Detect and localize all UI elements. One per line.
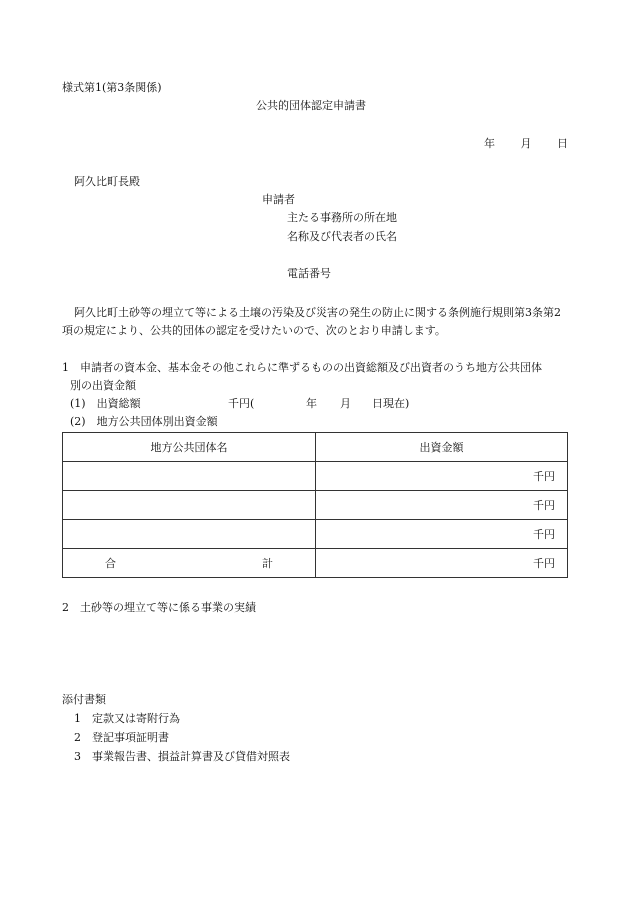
section2-heading: 2 土砂等の埋立て等に係る事業の実績 [62,601,256,614]
date-line [484,137,568,151]
table-cell-amount: 千円 [316,462,568,491]
table-total-label-cell [63,549,316,578]
header-investment-amount: 出資金額 [316,433,568,462]
investment-table [62,432,568,578]
addressee: 阿久比町長殿 [74,175,140,188]
item1-day: 日現在) [372,397,410,410]
applicant-label: 申請者 [262,193,295,206]
attachment-item: 1 定款又は寄附行為 [74,712,180,725]
applicant-office-address: 主たる事務所の所在地 [287,211,397,224]
total-label-right: 計 [262,557,273,570]
document-title: 公共的団体認定申請書 [256,99,366,112]
item1-year: 年 [306,397,317,410]
table-cell-name [63,462,316,491]
date-year: 年 [484,137,495,150]
section1-heading-cont: 別の出資金額 [70,379,136,392]
date-day: 日 [557,137,568,150]
table-total-row [63,549,568,578]
body-paragraph: 阿久比町土砂等の埋立て等による土壌の汚染及び災害の発生の防止に関する条例施行規則第3条第2項の規定により、公共的団体の認定を受けたいので、次のとおり申請します。 [62,306,561,337]
section1-heading: 1 申請者の資本金、基本金その他これらに準ずるものの出資総額及び出資者のうち地方公共団体 [62,361,542,374]
total-label-left: 合 [105,557,116,570]
date-month: 月 [520,137,532,150]
item1-total-capital [70,397,410,411]
table-total-amount: 千円 [316,549,568,578]
attachment-item: 3 事業報告書、損益計算書及び貸借対照表 [74,750,290,763]
item1-unit: 千円( [228,397,255,410]
attachments-heading: 添付書類 [62,693,106,706]
table-cell-name [63,520,316,549]
table-cell-amount: 千円 [316,520,568,549]
table-row [63,462,568,491]
item1-label: (1) 出資総額 [70,397,141,410]
header-local-government-name: 地方公共団体名 [63,433,316,462]
table-cell-name [63,491,316,520]
attachment-item: 2 登記事項証明書 [74,731,169,744]
applicant-phone: 電話番号 [287,267,331,280]
table-header-row [63,433,568,462]
table-row [63,520,568,549]
item2-label: (2) 地方公共団体別出資金額 [70,415,218,428]
table-cell-amount: 千円 [316,491,568,520]
table-row [63,491,568,520]
applicant-name-representative: 名称及び代表者の氏名 [287,230,397,243]
form-number: 様式第1(第3条関係) [62,81,162,94]
item1-month: 月 [340,397,351,410]
